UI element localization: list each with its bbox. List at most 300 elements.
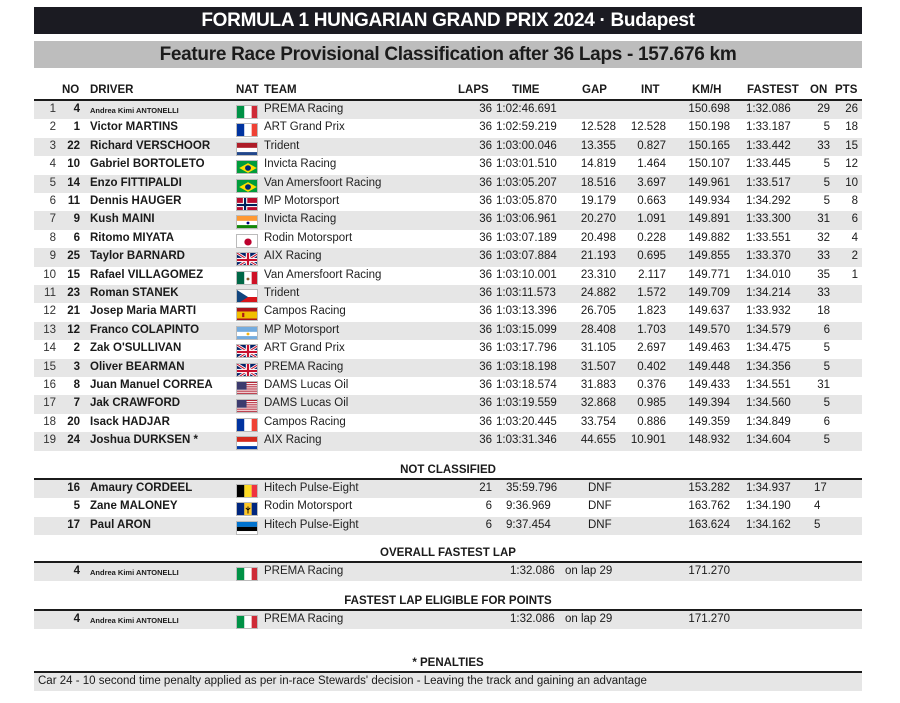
race-time: 1:03:05.207 <box>496 176 557 189</box>
col-kmh: KM/H <box>692 84 722 96</box>
flag-brazil-icon <box>236 158 258 172</box>
fastest-on-lap: 33 <box>817 287 830 299</box>
interval: 0.228 <box>637 231 666 244</box>
table-row <box>34 414 862 432</box>
table-row <box>34 432 862 450</box>
points: 2 <box>851 250 858 263</box>
position: 4 <box>49 158 56 171</box>
interval: 0.886 <box>637 415 666 428</box>
race-time: 1:03:06.961 <box>496 213 557 226</box>
laps: 36 <box>479 342 492 355</box>
car-number: 24 <box>67 434 80 447</box>
col-driver: DRIVER <box>90 84 134 96</box>
car-number: 14 <box>67 176 80 189</box>
position: 7 <box>49 213 56 226</box>
race-time: 1:02:46.691 <box>496 103 557 115</box>
flag-argentina-icon <box>236 324 258 338</box>
interval: 0.695 <box>637 250 666 263</box>
speed-kmh: 149.448 <box>688 360 730 373</box>
interval: 12.528 <box>630 121 666 134</box>
flag-belgium-icon <box>236 482 258 496</box>
penalty-text: Car 24 - 10 second time penalty applied as per in-race Stewards' decision - Leaving the track and gaining an advantage <box>38 675 647 687</box>
table-row <box>34 377 862 395</box>
col-on: ON <box>810 84 828 96</box>
team-name: PREMA Racing <box>264 103 344 115</box>
race-time: 1:03:20.445 <box>496 415 557 428</box>
flag-france-icon <box>236 121 258 135</box>
race-time: 35:59.796 <box>506 482 558 494</box>
fastest-on-lap: 17 <box>814 482 827 494</box>
interval: 0.663 <box>637 195 666 207</box>
position: 2 <box>49 121 56 134</box>
fastest-on-lap: 5 <box>823 434 830 447</box>
flag-usa-icon <box>236 397 258 411</box>
race-time: 9:37.454 <box>506 518 551 531</box>
team-name: DAMS Lucas Oil <box>264 379 349 391</box>
fastest-lap: 1:33.370 <box>746 250 791 263</box>
laps: 36 <box>479 287 492 299</box>
page-subtitle: Feature Race Provisional Classification after 36 Laps - 157.676 km <box>34 41 862 68</box>
gap: 18.516 <box>580 176 616 189</box>
driver-name: Isack HADJAR <box>90 415 170 428</box>
driver-name: Oliver BEARMAN <box>90 360 185 373</box>
driver-name: Andrea Kimi ANTONELLI <box>90 568 179 577</box>
car-number: 11 <box>67 195 80 207</box>
gap: 28.408 <box>580 323 616 336</box>
driver-name: Enzo FITTIPALDI <box>90 176 182 189</box>
car-number: 10 <box>67 158 80 171</box>
car-number: 23 <box>67 287 80 299</box>
flag-india-icon <box>236 213 258 227</box>
race-time: 1:03:11.573 <box>496 287 556 299</box>
gap: 31.883 <box>580 379 616 391</box>
points: 6 <box>851 213 858 226</box>
gap: 24.882 <box>580 287 616 299</box>
driver-name: Amaury CORDEEL <box>90 482 193 494</box>
points: 12 <box>845 158 858 171</box>
laps: 6 <box>485 500 492 513</box>
fastest-on-lap: 5 <box>823 158 830 171</box>
driver-name: Ritomo MIYATA <box>90 231 175 244</box>
car-number: 4 <box>73 613 80 625</box>
flag-usa-icon <box>236 379 258 393</box>
fastest-on-lap: 35 <box>817 268 830 281</box>
flag-uk-icon <box>236 361 258 375</box>
speed-kmh: 149.709 <box>688 287 730 299</box>
speed-kmh: 149.359 <box>688 415 730 428</box>
fastest-on-lap: 33 <box>817 250 830 263</box>
flag-czech-icon <box>236 287 258 301</box>
interval: 1.703 <box>637 323 666 336</box>
driver-name: Franco COLAPINTO <box>90 323 200 336</box>
team-name: Campos Racing <box>264 305 346 318</box>
speed-kmh: 171.270 <box>688 565 730 577</box>
interval: 0.376 <box>637 379 666 391</box>
fastest-on-lap: 5 <box>823 195 830 207</box>
car-number: 17 <box>67 518 80 531</box>
points: 8 <box>851 195 858 207</box>
not-classified-title: NOT CLASSIFIED <box>400 464 496 476</box>
speed-kmh: 149.771 <box>688 268 730 281</box>
interval: 0.827 <box>637 139 666 152</box>
car-number: 16 <box>67 482 80 494</box>
laps: 36 <box>479 213 492 226</box>
table-row <box>34 563 862 581</box>
speed-kmh: 149.855 <box>688 250 730 263</box>
interval: 3.697 <box>637 176 666 189</box>
team-name: ART Grand Prix <box>264 342 345 355</box>
car-number: 9 <box>73 213 80 226</box>
fastest-lap: 1:34.849 <box>746 415 791 428</box>
flag-barbados-icon <box>236 500 258 514</box>
fastest-lap: 1:34.292 <box>746 195 791 207</box>
flag-spain-icon <box>236 305 258 319</box>
flag-estonia-icon <box>236 519 258 533</box>
team-name: Rodin Motorsport <box>264 500 353 513</box>
driver-name: Andrea Kimi ANTONELLI <box>90 106 179 115</box>
fastest-lap: 1:33.932 <box>746 305 791 318</box>
race-time: 1:03:00.046 <box>496 139 557 152</box>
speed-kmh: 163.624 <box>688 518 730 531</box>
table-row <box>34 340 862 358</box>
laps: 36 <box>479 360 492 373</box>
col-pts: PTS <box>835 84 858 96</box>
interval: 2.697 <box>637 342 666 355</box>
flag-italy-icon <box>236 103 258 117</box>
fastest-on-lap: 5 <box>823 176 830 189</box>
position: 9 <box>49 250 56 263</box>
col-team: TEAM <box>264 84 297 96</box>
position: 10 <box>43 268 56 281</box>
race-time: 1:02:59.219 <box>496 121 557 134</box>
fastest-on-lap: 31 <box>817 213 830 226</box>
team-name: Campos Racing <box>264 415 346 428</box>
team-name: Invicta Racing <box>264 213 337 226</box>
gap: 31.507 <box>580 360 616 373</box>
position: 5 <box>49 176 56 189</box>
laps: 36 <box>479 250 492 263</box>
speed-kmh: 150.698 <box>688 103 730 115</box>
gap: 31.105 <box>580 342 616 355</box>
car-number: 2 <box>73 342 80 355</box>
table-row <box>34 285 862 303</box>
gap: 13.355 <box>580 139 616 152</box>
driver-name: Juan Manuel CORREA <box>90 379 213 391</box>
table-row <box>34 267 862 285</box>
interval: 2.117 <box>638 268 666 281</box>
race-time: 1:03:17.796 <box>496 342 557 355</box>
laps: 36 <box>479 103 492 115</box>
car-number: 1 <box>73 121 80 134</box>
laps: 36 <box>479 323 492 336</box>
fastest-lap: 1:34.579 <box>746 323 791 336</box>
race-time: 1:03:18.198 <box>496 360 557 373</box>
car-number: 5 <box>73 500 80 513</box>
race-time: 1:03:07.884 <box>496 250 557 263</box>
table-row <box>34 175 862 193</box>
team-name: Trident <box>264 287 300 299</box>
team-name: ART Grand Prix <box>264 121 345 134</box>
fastest-lap: 1:33.517 <box>746 176 791 189</box>
fastest-lap: 1:33.300 <box>746 213 791 226</box>
laps: 36 <box>479 139 492 152</box>
col-no: NO <box>62 84 80 96</box>
laps: 36 <box>479 379 492 391</box>
laps: 36 <box>479 305 492 318</box>
laps: 36 <box>479 434 492 447</box>
gap: 23.310 <box>580 268 616 281</box>
laps: 6 <box>485 518 492 531</box>
speed-kmh: 148.932 <box>688 434 730 447</box>
speed-kmh: 149.394 <box>688 397 730 410</box>
driver-name: Josep Maria MARTI <box>90 305 197 318</box>
car-number: 25 <box>67 250 80 263</box>
team-name: DAMS Lucas Oil <box>264 397 349 410</box>
race-time: 1:03:19.559 <box>496 397 557 410</box>
car-number: 8 <box>73 379 80 391</box>
fastest-lap: 1:34.214 <box>746 287 791 299</box>
laps: 36 <box>479 397 492 410</box>
flag-uk-icon <box>236 342 258 356</box>
laps: 36 <box>479 121 492 134</box>
status: DNF <box>588 518 612 531</box>
position: 19 <box>43 434 56 447</box>
gap: 12.528 <box>580 121 616 134</box>
lap-number: on lap 29 <box>565 613 613 625</box>
position: 8 <box>49 231 56 244</box>
fastest-on-lap: 33 <box>817 139 830 152</box>
col-laps: LAPS <box>458 84 489 96</box>
fastest-lap: 1:33.551 <box>746 231 791 244</box>
interval: 0.402 <box>637 360 666 373</box>
driver-name: Kush MAINI <box>90 213 155 226</box>
gap: 14.819 <box>580 158 616 171</box>
driver-name: Richard VERSCHOOR <box>90 139 211 152</box>
team-name: AIX Racing <box>264 250 322 263</box>
car-number: 20 <box>67 415 80 428</box>
laps: 36 <box>479 176 492 189</box>
car-number: 21 <box>67 305 80 318</box>
laps: 36 <box>479 415 492 428</box>
position: 13 <box>43 323 56 336</box>
position: 12 <box>43 305 56 318</box>
team-name: PREMA Racing <box>264 613 344 625</box>
team-name: MP Motorsport <box>264 323 340 336</box>
car-number: 3 <box>73 360 80 373</box>
table-row <box>34 480 862 498</box>
speed-kmh: 149.882 <box>688 231 730 244</box>
laps: 36 <box>479 195 492 207</box>
car-number: 4 <box>73 565 80 577</box>
table-row <box>34 322 862 340</box>
fastest-lap-points-title: FASTEST LAP ELIGIBLE FOR POINTS <box>344 595 552 607</box>
driver-name: Paul ARON <box>90 518 151 531</box>
driver-name: Zane MALONEY <box>90 500 178 513</box>
team-name: Trident <box>264 139 300 152</box>
table-row <box>34 248 862 266</box>
table-row <box>34 303 862 321</box>
status: DNF <box>588 482 612 494</box>
points: 4 <box>851 231 858 244</box>
gap: 26.705 <box>580 305 616 318</box>
table-row <box>34 395 862 413</box>
race-time: 1:03:05.870 <box>496 195 557 207</box>
laps: 36 <box>479 231 492 244</box>
speed-kmh: 149.934 <box>688 195 730 207</box>
fastest-on-lap: 32 <box>817 231 830 244</box>
fastest-on-lap: 31 <box>817 379 830 391</box>
table-row <box>34 611 862 629</box>
gap: 20.270 <box>580 213 616 226</box>
position: 15 <box>43 360 56 373</box>
penalties-title: * PENALTIES <box>412 657 484 669</box>
race-time: 1:03:01.510 <box>496 158 557 171</box>
flag-brazil-icon <box>236 177 258 191</box>
table-row <box>34 156 862 174</box>
team-name: MP Motorsport <box>264 195 340 207</box>
fastest-lap: 1:34.551 <box>746 379 791 391</box>
fastest-on-lap: 5 <box>814 518 821 531</box>
col-gap: GAP <box>582 84 607 96</box>
lap-time: 1:32.086 <box>510 613 555 625</box>
speed-kmh: 150.198 <box>688 121 730 134</box>
team-name: PREMA Racing <box>264 565 344 577</box>
team-name: Invicta Racing <box>264 158 337 171</box>
fastest-on-lap: 4 <box>814 500 821 513</box>
fastest-lap: 1:34.604 <box>746 434 791 447</box>
car-number: 22 <box>67 139 80 152</box>
fastest-lap: 1:32.086 <box>746 103 791 115</box>
page-title: FORMULA 1 HUNGARIAN GRAND PRIX 2024 · Budapest <box>34 7 862 34</box>
points: 1 <box>851 268 858 281</box>
driver-name: Dennis HAUGER <box>90 195 182 207</box>
speed-kmh: 153.282 <box>688 482 730 494</box>
fastest-on-lap: 5 <box>823 360 830 373</box>
fastest-on-lap: 6 <box>823 415 830 428</box>
flag-paraguay-icon <box>236 434 258 448</box>
driver-name: Victor MARTINS <box>90 121 178 134</box>
table-row <box>34 211 862 229</box>
col-nat: NAT <box>236 84 259 96</box>
fastest-lap: 1:34.356 <box>746 360 791 373</box>
table-row <box>34 359 862 377</box>
driver-name: Andrea Kimi ANTONELLI <box>90 616 179 625</box>
gap: 21.193 <box>580 250 616 263</box>
fastest-lap: 1:33.445 <box>746 158 791 171</box>
laps: 36 <box>479 268 492 281</box>
table-row <box>34 230 862 248</box>
speed-kmh: 149.570 <box>688 323 730 336</box>
driver-name: Gabriel BORTOLETO <box>90 158 205 171</box>
fastest-on-lap: 18 <box>817 305 830 318</box>
driver-name: Joshua DURKSEN * <box>90 434 198 447</box>
fastest-lap: 1:33.187 <box>746 121 791 134</box>
speed-kmh: 149.961 <box>688 176 730 189</box>
table-row <box>34 138 862 156</box>
flag-uk-icon <box>236 250 258 264</box>
interval: 0.985 <box>637 397 666 410</box>
fastest-on-lap: 5 <box>823 121 830 134</box>
lap-time: 1:32.086 <box>510 565 555 577</box>
fastest-lap: 1:33.442 <box>746 139 791 152</box>
interval: 1.823 <box>637 305 666 318</box>
lap-number: on lap 29 <box>565 565 613 577</box>
car-number: 7 <box>73 397 80 410</box>
race-time: 1:03:07.189 <box>496 231 557 244</box>
flag-netherlands-icon <box>236 140 258 154</box>
team-name: Hitech Pulse-Eight <box>264 518 359 531</box>
table-row <box>34 119 862 137</box>
fastest-on-lap: 5 <box>823 397 830 410</box>
race-time: 1:03:13.396 <box>496 305 557 318</box>
speed-kmh: 163.762 <box>688 500 730 513</box>
points: 15 <box>845 139 858 152</box>
position: 11 <box>44 287 56 299</box>
fastest-on-lap: 29 <box>817 103 830 115</box>
table-row <box>34 193 862 211</box>
car-number: 4 <box>73 103 80 115</box>
fastest-lap: 1:34.560 <box>746 397 791 410</box>
race-time: 1:03:18.574 <box>496 379 557 391</box>
status: DNF <box>588 500 612 513</box>
speed-kmh: 149.433 <box>688 379 730 391</box>
interval: 10.901 <box>630 434 666 447</box>
laps: 36 <box>479 158 492 171</box>
gap: 44.655 <box>580 434 616 447</box>
gap: 33.754 <box>580 415 616 428</box>
table-row <box>34 101 862 119</box>
race-time: 9:36.969 <box>506 500 551 513</box>
race-time: 1:03:10.001 <box>496 268 557 281</box>
points: 10 <box>845 176 858 189</box>
driver-name: Zak O'SULLIVAN <box>90 342 182 355</box>
driver-name: Jak CRAWFORD <box>90 397 181 410</box>
flag-france-icon <box>236 416 258 430</box>
position: 14 <box>43 342 56 355</box>
team-name: Hitech Pulse-Eight <box>264 482 359 494</box>
fastest-lap: 1:34.162 <box>746 518 791 531</box>
table-row <box>34 517 862 535</box>
position: 3 <box>49 139 56 152</box>
gap: 20.498 <box>580 231 616 244</box>
col-time: TIME <box>512 84 540 96</box>
fastest-lap: 1:34.937 <box>746 482 791 494</box>
laps: 21 <box>479 482 492 494</box>
car-number: 12 <box>67 323 80 336</box>
driver-name: Taylor BARNARD <box>90 250 185 263</box>
table-row <box>34 498 862 516</box>
speed-kmh: 150.107 <box>688 158 730 171</box>
flag-italy-icon <box>236 565 258 579</box>
speed-kmh: 149.891 <box>688 213 730 226</box>
team-name: Van Amersfoort Racing <box>264 268 382 281</box>
interval: 1.091 <box>637 213 666 226</box>
gap: 19.179 <box>580 195 616 207</box>
race-time: 1:03:31.346 <box>496 434 557 447</box>
points: 26 <box>845 103 858 115</box>
flag-japan-icon <box>236 232 258 246</box>
car-number: 15 <box>67 268 80 281</box>
speed-kmh: 149.637 <box>688 305 730 318</box>
speed-kmh: 149.463 <box>688 342 730 355</box>
overall-fastest-lap-title: OVERALL FASTEST LAP <box>380 547 516 559</box>
car-number: 6 <box>73 231 80 244</box>
fastest-lap: 1:34.010 <box>746 268 791 281</box>
fastest-lap: 1:34.475 <box>746 342 791 355</box>
col-fastest: FASTEST <box>747 84 799 96</box>
flag-mexico-icon <box>236 269 258 283</box>
points: 18 <box>845 121 858 134</box>
